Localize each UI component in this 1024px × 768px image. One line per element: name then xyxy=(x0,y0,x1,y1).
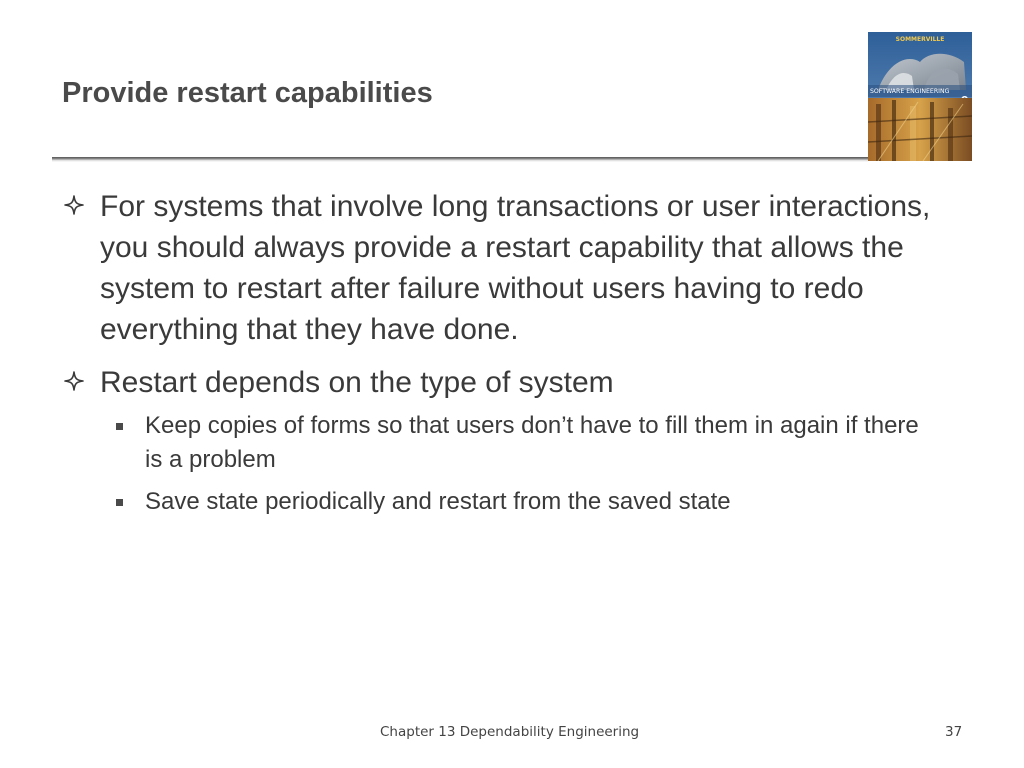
page-number: 37 xyxy=(945,724,963,740)
bullet-level1 xyxy=(62,186,932,350)
book-cover-author xyxy=(896,36,945,43)
four-point-star-outline-icon xyxy=(62,362,92,403)
sub-bullet-text: Save state periodically and restart from the saved state xyxy=(145,488,731,515)
square-bullet-icon xyxy=(116,423,123,430)
four-point-star-outline-icon xyxy=(62,186,92,227)
slide-body xyxy=(62,186,932,527)
bullet-text: For systems that involve long transactions or user interactions, you should always provide a restart capability that allows the system to restart after failure without users having to redo everything that they have done. xyxy=(100,190,931,346)
sub-bullet-text: Keep copies of forms so that users don’t have to fill them in again if there is a problem xyxy=(145,412,919,473)
square-bullet-icon xyxy=(116,499,123,506)
bullet-level2 xyxy=(62,485,932,519)
bullet-level1 xyxy=(62,362,932,403)
svg-text:SOMMERVILLE: SOMMERVILLE xyxy=(895,36,945,43)
slide-title: Provide restart capabilities xyxy=(62,77,433,109)
bullet-text: Restart depends on the type of system xyxy=(100,366,614,399)
book-cover-image xyxy=(868,32,972,161)
slide-footer: Chapter 13 Dependability Engineering xyxy=(380,724,640,740)
title-divider-shadow xyxy=(52,160,868,162)
bullet-level2 xyxy=(62,409,932,477)
book-cover-title: SOFTWARE ENGINEERING xyxy=(870,88,950,95)
